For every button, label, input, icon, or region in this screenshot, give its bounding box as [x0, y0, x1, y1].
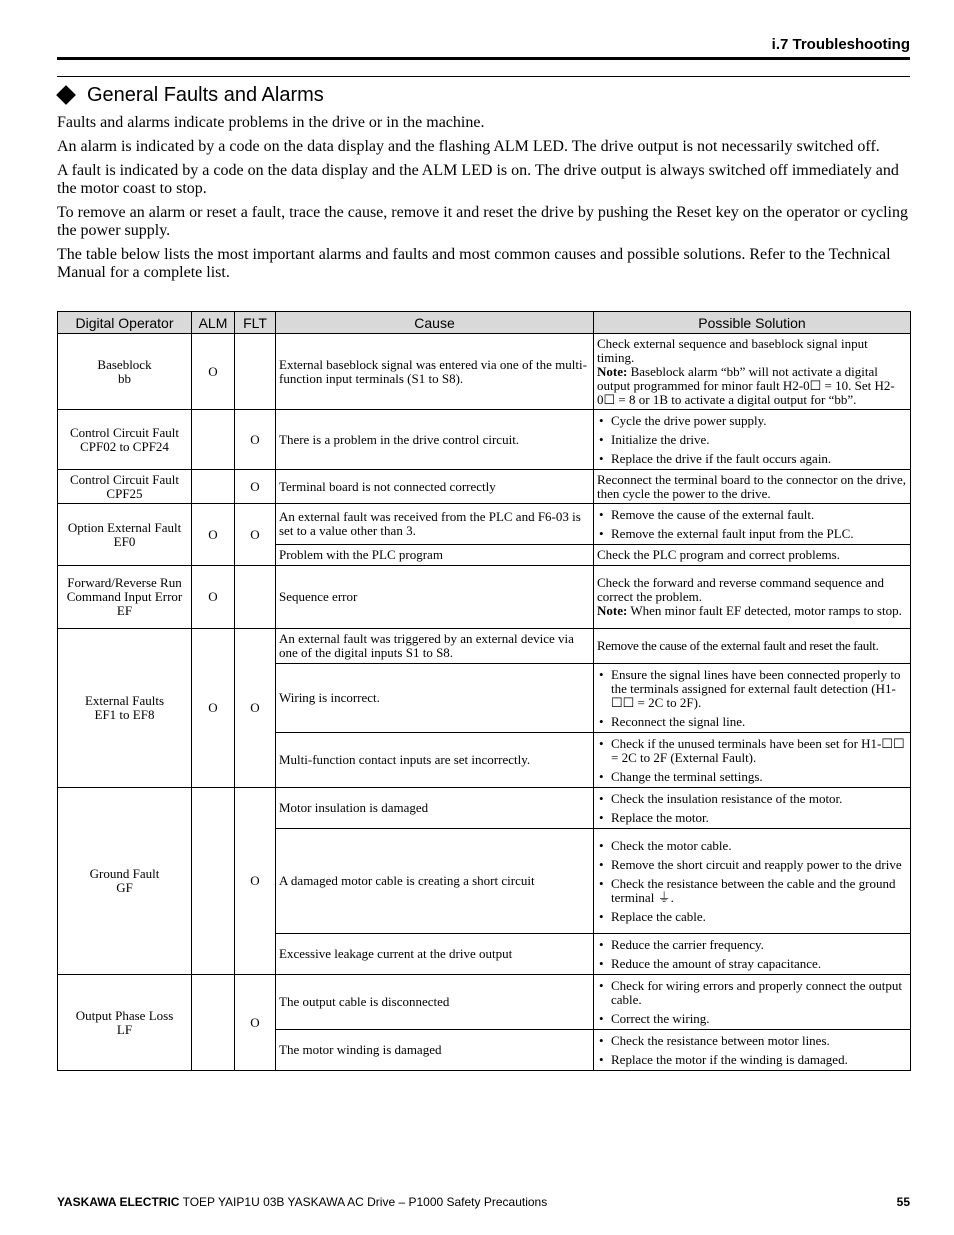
flt-cell: O: [235, 975, 276, 1071]
operator-cell: Output Phase Loss LF: [58, 975, 192, 1071]
table-row: [58, 566, 911, 629]
alm-cell: O: [192, 504, 235, 566]
solution-cell: Check the PLC program and correct problems.: [594, 545, 911, 566]
cause-cell: There is a problem in the drive control circuit.: [276, 410, 594, 470]
cause-cell: A damaged motor cable is creating a short circuit: [276, 829, 594, 934]
page-number: 55: [896, 1195, 910, 1209]
alm-cell: O: [192, 629, 235, 788]
operator-cell: Control Circuit Fault CPF25: [58, 470, 192, 504]
header-flt: FLT: [235, 312, 276, 334]
operator-cell: External Faults EF1 to EF8: [58, 629, 192, 788]
list-item: • Reduce the carrier frequency.: [597, 938, 907, 952]
flt-cell: O: [235, 410, 276, 470]
header-section-title: i.7 Troubleshooting: [771, 36, 910, 53]
solution-cell: [594, 504, 911, 545]
cause-cell: Excessive leakage current at the drive output: [276, 934, 594, 975]
solution-cell: Check the forward and reverse command sequence and correct the problem. Note: When minor fault EF detected, motor ramps to stop.: [594, 566, 911, 629]
flt-cell: O: [235, 629, 276, 788]
table-row: [58, 504, 911, 545]
page-footer: [57, 1194, 910, 1210]
operator-cell: Ground Fault GF: [58, 788, 192, 975]
table-row: [58, 410, 911, 470]
cause-cell: An external fault was received from the PLC and F6-03 is set to a value other than 3.: [276, 504, 594, 545]
alm-cell: [192, 788, 235, 975]
paragraph: To remove an alarm or reset a fault, trace the cause, remove it and reset the drive by pushing the Reset key on the operator or cycling the power supply.: [57, 204, 908, 239]
alm-cell: [192, 975, 235, 1071]
solution-cell: [594, 788, 911, 829]
operator-cell: Control Circuit Fault CPF02 to CPF24: [58, 410, 192, 470]
cause-cell: An external fault was triggered by an external device via one of the digital inputs S1 to S8.: [276, 629, 594, 664]
faults-alarms-table: [57, 311, 911, 1071]
note-label: Note:: [597, 363, 628, 379]
solution-cell: [594, 934, 911, 975]
list-item: • Reduce the amount of stray capacitance.: [597, 957, 907, 971]
solution-cell: [594, 975, 911, 1030]
cause-cell: The motor winding is damaged: [276, 1030, 594, 1071]
alm-cell: [192, 410, 235, 470]
table-row: [58, 788, 911, 829]
section-heading: [57, 83, 324, 107]
paragraph: An alarm is indicated by a code on the data display and the flashing ALM LED. The drive output is not necessarily switched off.: [57, 138, 880, 155]
list-item: • Change the terminal settings.: [597, 770, 907, 784]
flt-cell: O: [235, 470, 276, 504]
intro-text: [57, 114, 913, 288]
list-item: • Replace the drive if the fault occurs again.: [597, 452, 907, 466]
note-label: Note:: [597, 603, 628, 618]
header-digital-operator: Digital Operator: [58, 312, 192, 334]
alm-cell: O: [192, 334, 235, 410]
solution-cell: Reconnect the terminal board to the connector on the drive, then cycle the power to the drive.: [594, 470, 911, 504]
table-header-row: [58, 312, 911, 334]
cause-cell: External baseblock signal was entered via one of the multi-function input terminals (S1 to S8).: [276, 334, 594, 410]
cause-cell: Terminal board is not connected correctly: [276, 470, 594, 504]
operator-cell: Baseblock bb: [58, 334, 192, 410]
cause-cell: Wiring is incorrect.: [276, 664, 594, 733]
cause-cell: The output cable is disconnected: [276, 975, 594, 1030]
solution-cell: [594, 664, 911, 733]
list-item: • Ensure the signal lines have been connected properly to the terminals assigned for external fault detection (H1-☐☐ = 2C to 2F).: [597, 668, 907, 710]
diamond-bullet-icon: [56, 85, 76, 105]
list-item: • Replace the cable.: [597, 910, 907, 924]
operator-cell: Forward/Reverse Run Command Input Error EF: [58, 566, 192, 629]
table-row: [58, 629, 911, 664]
header-cause: Cause: [276, 312, 594, 334]
solution-cell: Check external sequence and baseblock signal input timing. Note: Baseblock alarm “bb” will not activate a digital output programmed for minor fault H2-0☐ = 10. Set H2-0☐ = 8 or 1B to activate a digital output for “bb”.: [594, 334, 911, 410]
list-item: • Remove the short circuit and reapply power to the drive: [597, 858, 907, 872]
cause-cell: Problem with the PLC program: [276, 545, 594, 566]
paragraph: Faults and alarms indicate problems in the drive or in the machine.: [57, 114, 485, 131]
footer-brand: YASKAWA ELECTRIC: [57, 1195, 180, 1209]
list-item: • Remove the cause of the external fault.: [597, 508, 907, 522]
paragraph: A fault is indicated by a code on the data display and the ALM LED is on. The drive output is always switched off immediately and the motor coast to stop.: [57, 162, 899, 197]
footer-doc-title: TOEP YAIP1U 03B YASKAWA AC Drive – P1000 Safety Precautions: [179, 1195, 548, 1209]
cause-cell: Sequence error: [276, 566, 594, 629]
flt-cell: O: [235, 788, 276, 975]
list-item: • Check for wiring errors and properly connect the output cable.: [597, 979, 907, 1007]
solution-cell: [594, 410, 911, 470]
list-item: • Replace the motor if the winding is damaged.: [597, 1053, 907, 1067]
list-item: • Reconnect the signal line.: [597, 715, 907, 729]
list-item: • Replace the motor.: [597, 811, 907, 825]
list-item: • Check the resistance between motor lines.: [597, 1034, 907, 1048]
header-possible-solution: Possible Solution: [594, 312, 911, 334]
table-row: [58, 975, 911, 1030]
flt-cell: [235, 566, 276, 629]
list-item: • Remove the external fault input from the PLC.: [597, 527, 907, 541]
flt-cell: O: [235, 504, 276, 566]
section-rule: [57, 76, 910, 77]
list-item: • Check the motor cable.: [597, 839, 907, 853]
paragraph: The table below lists the most important alarms and faults and most common causes and possible solutions. Refer to the Technical Manual for a complete list.: [57, 246, 891, 281]
cause-cell: Motor insulation is damaged: [276, 788, 594, 829]
solution-cell: [594, 733, 911, 788]
list-item: • Correct the wiring.: [597, 1012, 907, 1026]
solution-cell: [594, 1030, 911, 1071]
header-alm: ALM: [192, 312, 235, 334]
list-item: • Initialize the drive.: [597, 433, 907, 447]
flt-cell: [235, 334, 276, 410]
alm-cell: [192, 470, 235, 504]
alm-cell: O: [192, 566, 235, 629]
cause-cell: Multi-function contact inputs are set incorrectly.: [276, 733, 594, 788]
section-title: General Faults and Alarms: [87, 84, 324, 106]
list-item: • Check the resistance between the cable and the ground terminal ⏚.: [597, 877, 907, 905]
list-item: • Check the insulation resistance of the motor.: [597, 792, 907, 806]
solution-cell: [594, 829, 911, 934]
table-row: [58, 470, 911, 504]
list-item: • Cycle the drive power supply.: [597, 414, 907, 428]
operator-cell: Option External Fault EF0: [58, 504, 192, 566]
page-header: [57, 36, 910, 60]
list-item: • Check if the unused terminals have been set for H1-☐☐ = 2C to 2F (External Fault).: [597, 737, 907, 765]
table-row: [58, 334, 911, 410]
solution-cell: Remove the cause of the external fault and reset the fault.: [594, 629, 911, 664]
